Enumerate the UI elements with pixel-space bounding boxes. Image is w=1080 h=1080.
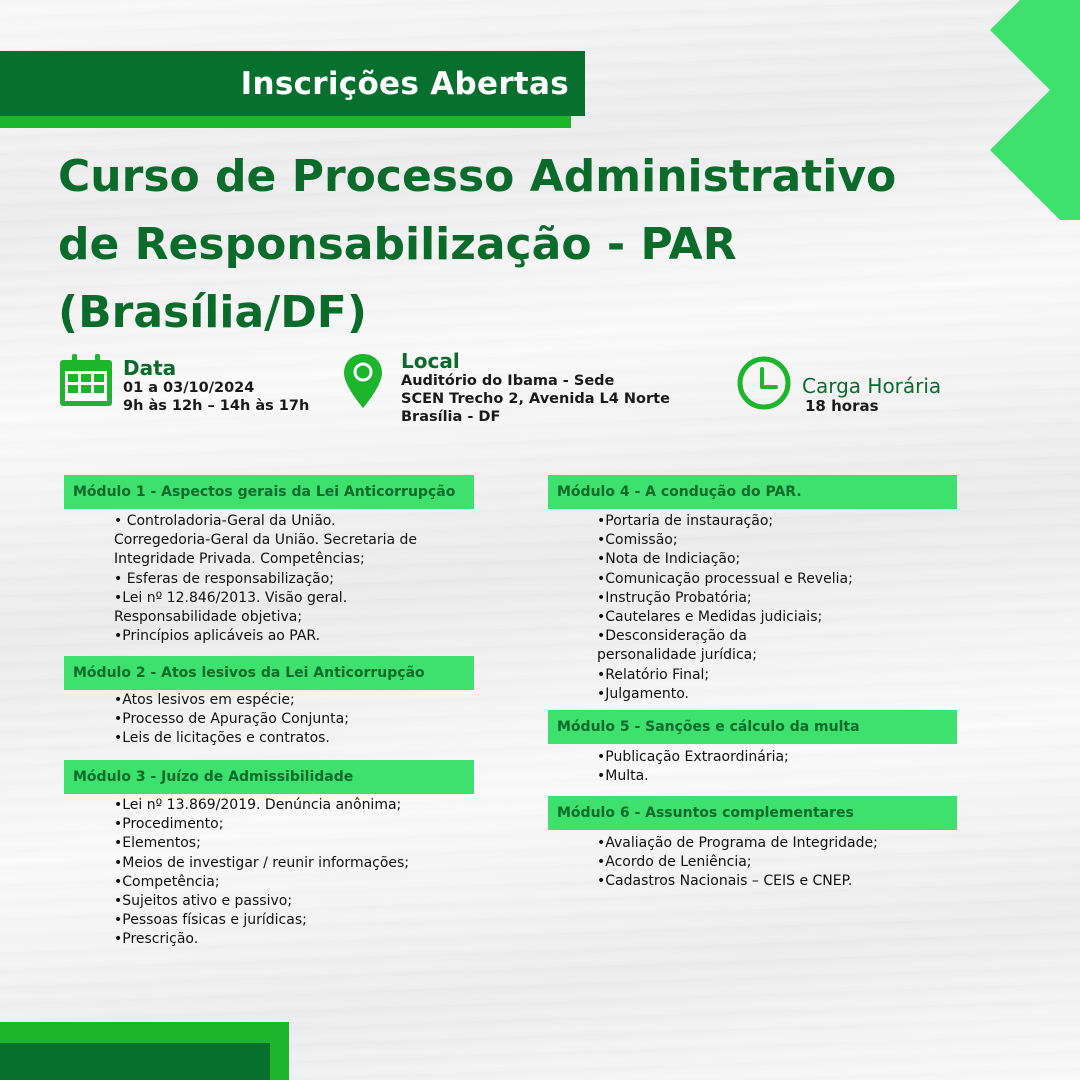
course-title-line-1: Curso de Processo Administrativo (58, 151, 897, 202)
list-item: •Princípios aplicáveis ao PAR. (114, 628, 321, 645)
list-item: •Acordo de Leniência; (597, 854, 752, 871)
list-item: •Pessoas físicas e jurídicas; (114, 912, 307, 929)
list-item: •Processo de Apuração Conjunta; (114, 711, 349, 728)
list-item: •Sujeitos ativo e passivo; (114, 893, 293, 910)
date-hours: 9h às 12h – 14h às 17h (123, 398, 310, 414)
location-city: Brasília - DF (401, 409, 501, 425)
list-item: •Comissão; (597, 532, 678, 549)
location-address: SCEN Trecho 2, Avenida L4 Norte (401, 391, 670, 407)
module-5-items (597, 748, 957, 786)
footer-bar (0, 1043, 270, 1080)
list-item: •Procedimento; (114, 816, 224, 833)
list-item: •Lei nº 13.869/2019. Denúncia anônima; (114, 797, 402, 813)
list-item: •Atos lesivos em espécie; (114, 692, 295, 708)
workload-label: Carga Horária (802, 374, 942, 398)
banner-text: Inscrições Abertas (240, 65, 569, 102)
module-1-items (114, 512, 484, 646)
location-pin-icon (342, 352, 384, 410)
list-item: •Julgamento. (597, 685, 689, 702)
calendar-icon (58, 352, 114, 408)
list-item: •Portaria de instauração; (597, 513, 774, 529)
course-title-line-2: de Responsabilização - PAR (58, 219, 737, 270)
list-item: •Cadastros Nacionais – CEIS e CNEP. (597, 873, 853, 890)
module-3-items (114, 796, 484, 950)
list-item: •Comunicação processual e Revelia; (597, 570, 853, 587)
module-3-header: Módulo 3 - Juízo de Admissibilidade (64, 760, 474, 794)
list-item: Corregedoria-Geral da União. Secretaria de (114, 532, 418, 549)
list-item: •Meios de investigar / reunir informações; (114, 854, 410, 871)
registration-banner (0, 51, 585, 116)
date-range: 01 a 03/10/2024 (123, 380, 255, 396)
list-item: Integridade Privada. Competências; (114, 551, 365, 568)
workload-value: 18 horas (805, 397, 879, 415)
list-item: •Cautelares e Medidas judiciais; (597, 609, 823, 626)
clock-icon (736, 355, 792, 411)
list-item: •Multa. (597, 768, 649, 785)
list-item: •Lei nº 12.846/2013. Visão geral. (114, 589, 348, 606)
module-2-header: Módulo 2 - Atos lesivos da Lei Anticorrupção (64, 656, 474, 690)
module-5-header: Módulo 5 - Sanções e cálculo da multa (548, 710, 957, 744)
date-label: Data (123, 356, 177, 380)
module-6-items (597, 834, 957, 892)
module-6-header: Módulo 6 - Assuntos complementares (548, 796, 957, 830)
list-item: •Relatório Final; (597, 666, 710, 683)
corner-chevron-decoration (990, 0, 1080, 220)
location-label: Local (401, 349, 460, 373)
course-title-line-3: (Brasília/DF) (58, 287, 367, 338)
module-4-items (597, 512, 957, 704)
list-item: •Desconsideração da (597, 628, 747, 645)
list-item: •Leis de licitações e contratos. (114, 730, 330, 747)
list-item: •Instrução Probatória; (597, 589, 752, 606)
list-item: •Publicação Extraordinária; (597, 749, 789, 765)
list-item: • Controladoria-Geral da União. (114, 513, 336, 529)
list-item: •Elementos; (114, 835, 201, 852)
list-item: •Prescrição. (114, 931, 199, 948)
module-1-header: Módulo 1 - Aspectos gerais da Lei Anticorrupção (64, 475, 474, 509)
list-item: •Nota de Indiciação; (597, 551, 741, 568)
module-4-header: Módulo 4 - A condução do PAR. (548, 475, 957, 509)
course-title (58, 143, 998, 347)
list-item: Responsabilidade objetiva; (114, 609, 303, 626)
list-item: • Esferas de responsabilização; (114, 570, 335, 587)
list-item: personalidade jurídica; (597, 647, 757, 664)
location-venue: Auditório do Ibama - Sede (401, 373, 615, 389)
list-item: •Competência; (114, 873, 220, 890)
list-item: •Avaliação de Programa de Integridade; (597, 835, 878, 851)
module-2-items (114, 691, 484, 749)
